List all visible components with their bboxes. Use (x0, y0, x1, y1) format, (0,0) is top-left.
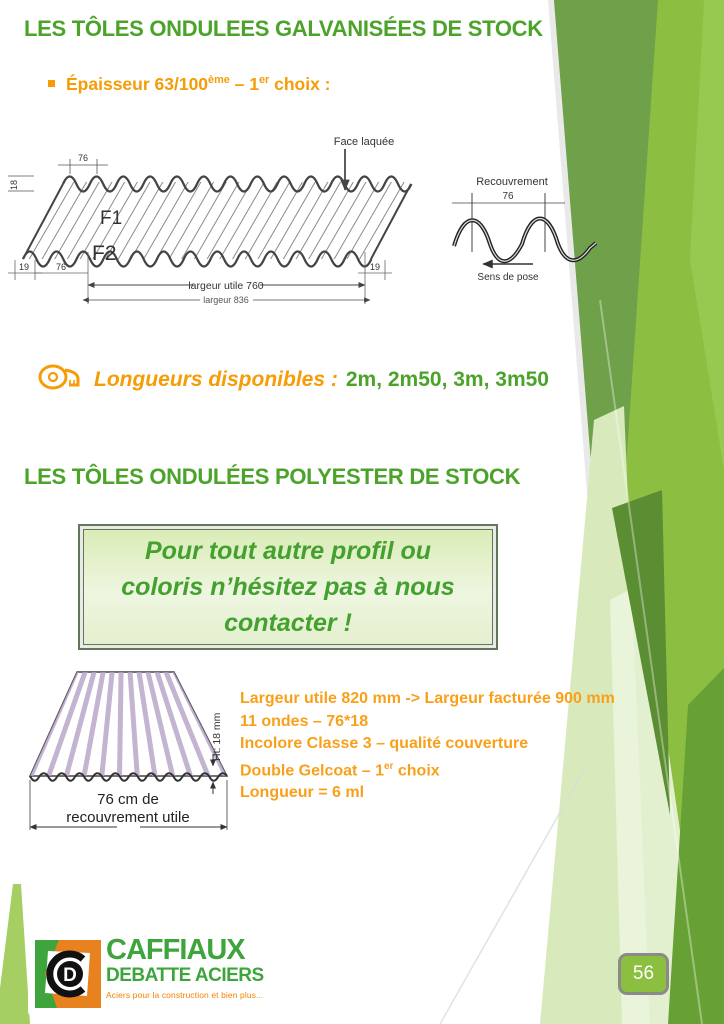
polyester-sheet-diagram (22, 666, 237, 838)
page-title: LES TÔLES ONDULEES GALVANISÉES DE STOCK (24, 16, 543, 41)
overlap-diagram (438, 172, 603, 290)
spec-line: Longueur = 6 ml (240, 784, 365, 802)
spec-line: Double Gelcoat – 1er choix (240, 760, 440, 779)
lengths-values: 2m, 2m50, 3m, 3m50 (345, 368, 549, 391)
dim-19-right-label: 19 (369, 262, 381, 272)
lengths-line (36, 358, 549, 401)
bullet-square-icon (48, 80, 55, 87)
face-laquee-label: Face laquée (333, 136, 395, 148)
contact-line: Pour tout autre profil ou (144, 537, 432, 565)
f2-label: F2 (92, 242, 117, 265)
thickness-bullet (48, 74, 331, 95)
poly-width-label-1: 76 cm de (97, 791, 159, 808)
bullet-text: Épaisseur 63/100ème – 1er choix : (66, 74, 331, 94)
galvanised-sheet-diagram (8, 132, 428, 312)
spec-line: Largeur utile 820 mm -> Largeur facturée 900 mm (240, 690, 615, 707)
poly-height-label: Ht: 18 mm (211, 712, 223, 761)
spec-line: Incolore Classe 3 – qualité couverture (240, 735, 529, 752)
dim-76-top-label: 76 (77, 153, 89, 163)
logo-name-line1: CAFFIAUX (106, 934, 245, 966)
bg-wedge-bottom-left (0, 884, 30, 1024)
logo-tagline: Aciers pour la construction et bien plus... (106, 990, 264, 1000)
contact-line: contacter ! (224, 609, 352, 637)
company-logo (28, 933, 278, 1017)
logo-name-line2: DEBATTE ACIERS (106, 965, 264, 986)
lengths-label: Longueurs disponibles : (94, 368, 338, 391)
tape-measure-icon (36, 358, 82, 396)
contact-callout-box (78, 524, 498, 650)
dim-19-left-label: 19 (18, 262, 30, 272)
contact-line: coloris n’hésitez pas à nous (121, 573, 455, 601)
logo-mark-icon (33, 938, 103, 1010)
f1-label: F1 (100, 208, 123, 229)
logo-monogram: D (63, 965, 77, 986)
sens-de-pose-label: Sens de pose (477, 272, 539, 283)
dim-18-label: 18 (9, 179, 19, 190)
page-number: 56 (632, 963, 655, 984)
page-number-badge (618, 953, 669, 995)
polyester-specs (240, 688, 615, 805)
largeur-utile-label: largeur utile 760 (188, 280, 264, 292)
largeur-836-label: largeur 836 (203, 295, 249, 305)
overlap-dim-76: 76 (502, 191, 514, 202)
recouvrement-title: Recouvrement (476, 176, 548, 188)
dim-76-bottom-label: 76 (55, 262, 67, 272)
spec-line: 11 ondes – 76*18 (240, 712, 369, 730)
section2-title: LES TÔLES ONDULÉES POLYESTER DE STOCK (24, 464, 521, 489)
poly-width-label-2: recouvrement utile (66, 809, 190, 826)
